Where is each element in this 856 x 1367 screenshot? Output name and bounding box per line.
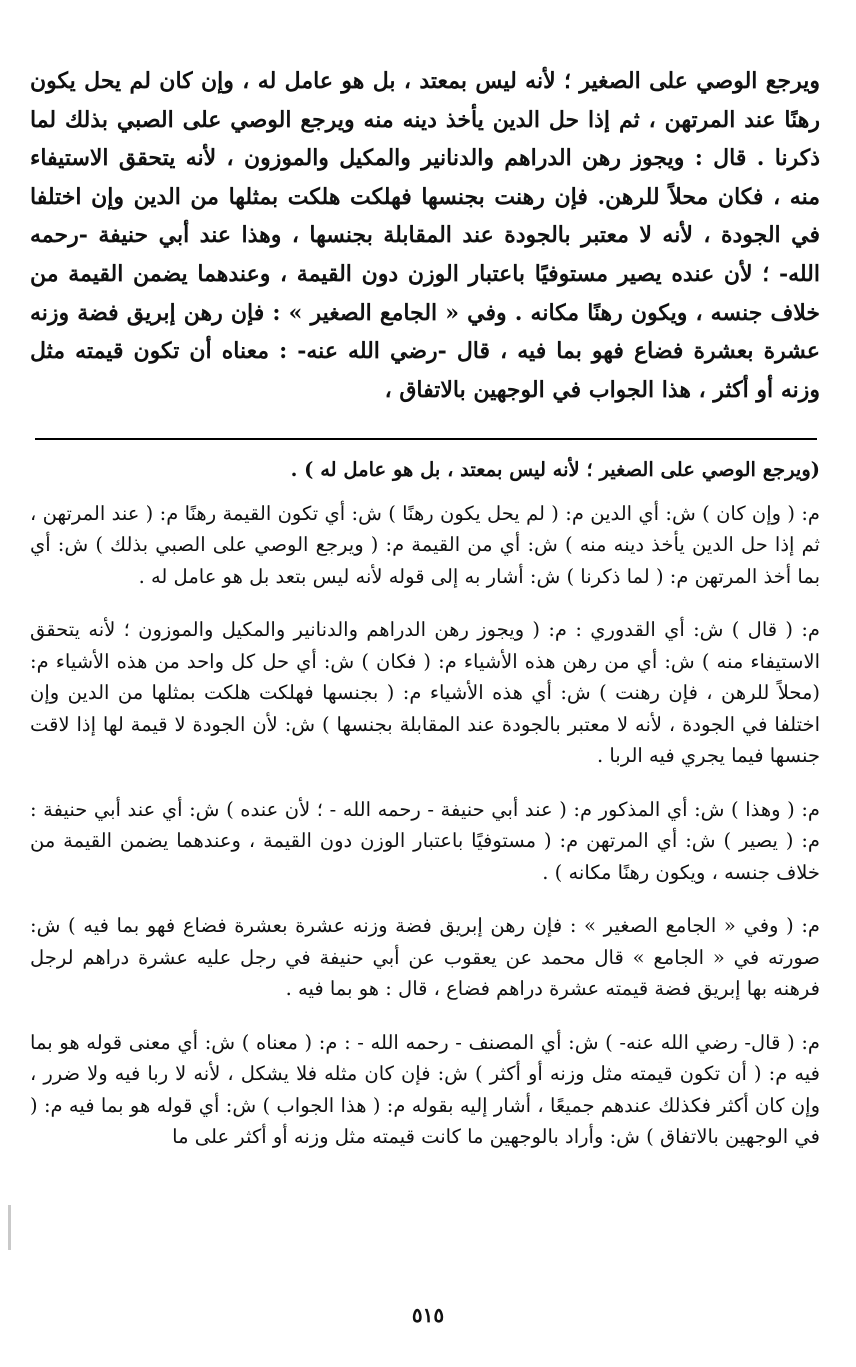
page-number: ٥١٥ [411,1303,445,1327]
commentary-paragraph: (ويرجع الوصي على الصغير ؛ لأنه ليس بمعتد ، بل هو عامل له ) . [290,458,820,481]
commentary-paragraph: م: ( وهذا ) ش: أي المذكور م: ( عند أبي حنيفة - رحمه الله - ؛ لأن عنده ) ش: أي عند أبي حنيفة : م: ( يصير ) ش: أي المرتهن م: ( مستوفيًا باعتبار الوزن دون القيمة ، وعندهما يضمن القيمة من خلاف جنسه ، ويكون رهنًا مكانه ) . [30,797,820,884]
commentary-paragraph: م: ( قال- رضي الله عنه- ) ش: أي المصنف - رحمه الله - : م: ( معناه ) ش: أي معنى قوله هو بما فيه م: ( أن تكون قيمته مثل وزنه أو أكثر ) ش: فإن كان مثله فلا يشكل ، لأنه لا ربا فيه ولا ضرر ، وإن كان أكثر فكذلك عندهم جميعًا ، أشار إليه بقوله م: ( هذا الجواب ) ش: أي قوله هو بما فيه م: ( في الوجهين بالاتفاق ) ش: وأراد بالوجهين ما كانت قيمته مثل وزنه أو أكثر على ما [30,1030,820,1148]
commentary-paragraph: م: ( قال ) ش: أي القدوري : م: ( ويجوز رهن الدراهم والدنانير والمكيل والموزون ؛ لأنه يتحقق الاستيفاء منه ) ش: أي من رهن هذه الأشياء م: ( فكان ) ش: أي حل كل واحد من هذه الأشياء م: (محلاً للرهن ، فإن رهنت ) ش: أي هذه الأشياء م: ( بجنسها فهلكت هلكت بمثلها من الدين وإن اختلفا في الجودة ، لأنه لا معتبر بالجودة عند المقابلة بجنسها ) ش: لأن الجودة لا قيمة لها إذا لاقت جنسها فيما يجري فيه الربا . [30,618,820,767]
main-text: ويرجع الوصي على الصغير ؛ لأنه ليس بمعتد ، بل هو عامل له ، وإن كان لم يحل يكون رهنًا عند المرتهن ، ثم إذا حل الدين يأخذ دينه منه ويرجع الوصي على الصبي بذلك لما ذكرنا . قال : ويجوز رهن الدراهم والدنانير والمكيل والموزون ، لأنه يتحقق الاستيفاء منه ، فكان محلاً للرهن. فإن رهنت بجنسها فهلكت هلكت بمثلها من الدين وإن اختلفا في الجودة ، لأنه لا معتبر بالجودة عند المقابلة بجنسها ، وهذا عند أبي حنيفة -رحمه الله- ؛ لأن عنده يصير مستوفيًا باعتبار الوزن دون القيمة ، وعندهما يضمن القيمة من خلاف جنسه ، ويكون رهنًا مكانه . وفي « الجامع الصغير » : فإن رهن إبريق فضة وزنه عشرة بعشرة فضاع فهو بما فيه ، قال -رضي الله عنه- : معناه أن تكون قيمته مثل وزنه أو أكثر ، هذا الجواب في الوجهين بالاتفاق ، [30,68,820,403]
commentary-section [30,454,820,1175]
commentary-paragraph: م: ( وإن كان ) ش: أي الدين م: ( لم يحل يكون رهنًا ) ش: أي تكون القيمة رهنًا م: ( عند المرتهن ، ثم إذا حل الدين يأخذ دينه منه ) ش: أي من القيمة م: ( ويرجع الوصي على الصبي بذلك ) ش: أي بما أخذ المرتهن م: ( لما ذكرنا ) ش: أشار به إلى قوله لأنه ليس بتعد بل هو عامل له . [30,501,820,588]
scan-edge-mark [8,1205,11,1250]
separator-line [35,438,817,440]
commentary-paragraph: م: ( وفي « الجامع الصغير » : فإن رهن إبريق فضة وزنه عشرة بعشرة فضاع فهو بما فيه ) ش: صورته في « الجامع » قال محمد عن يعقوب عن أبي حنيفة في رجل عليه عشرة دراهم لرجل فرهنه بها إبريق فضة قيمته عشرة دراهم فضاع ، قال : هو بما فيه . [30,914,820,1000]
